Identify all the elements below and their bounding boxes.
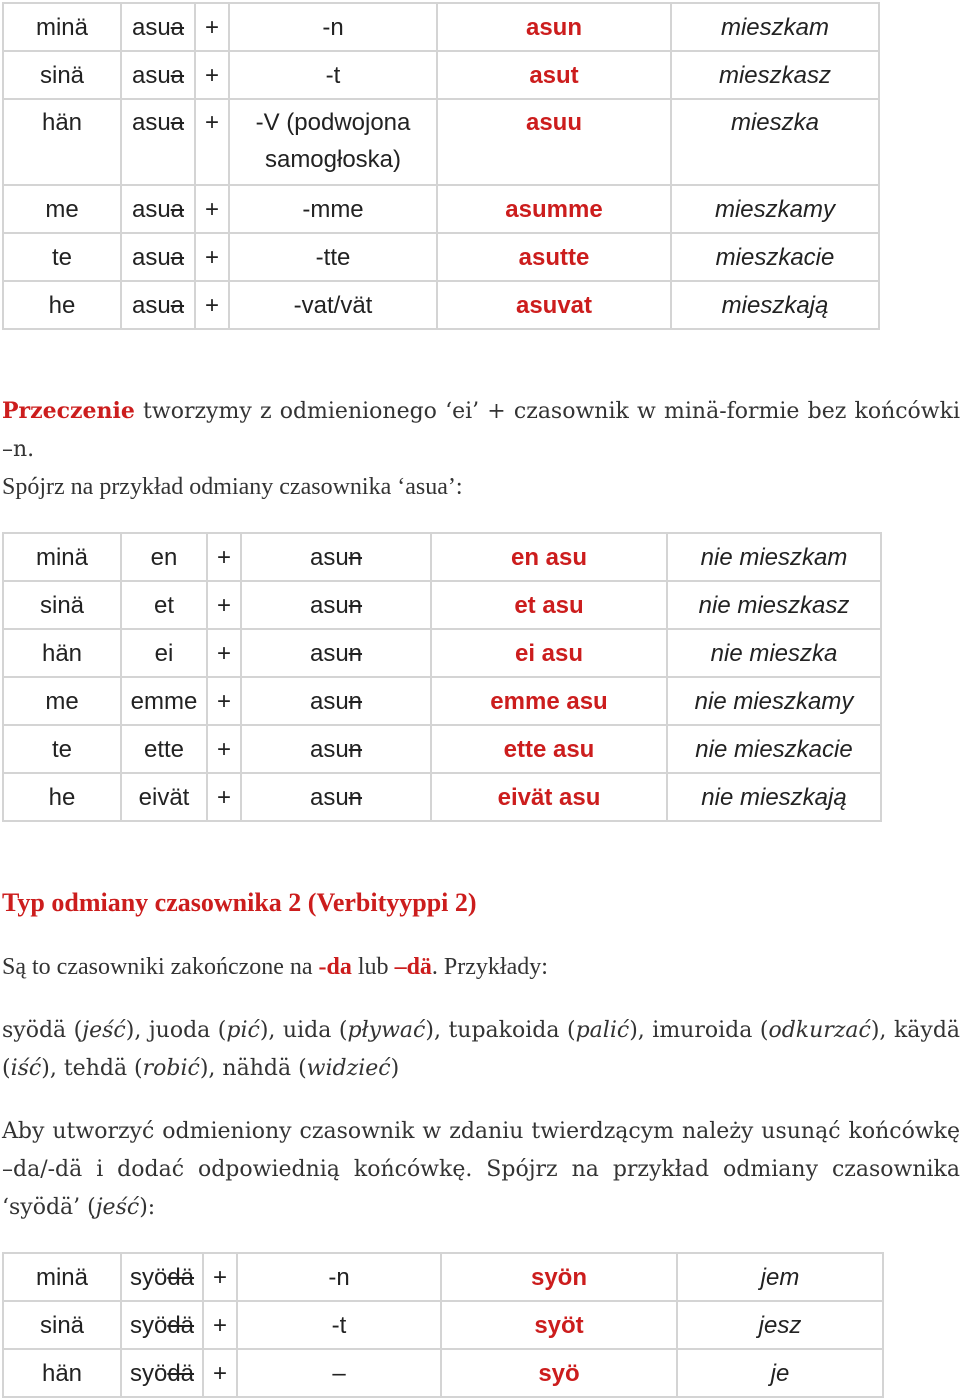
polish-verb: widzieć [306, 1056, 391, 1081]
stem-cell [121, 1301, 203, 1349]
table-row [3, 581, 881, 629]
polish-verb: odkurzać [768, 1018, 871, 1043]
result-cell: syö [441, 1349, 677, 1397]
examples-paragraph [2, 1012, 960, 1088]
translation-cell: nie mieszkają [667, 773, 881, 821]
translation-cell: mieszkasz [671, 51, 879, 99]
result-cell: ette asu [431, 725, 667, 773]
translation-cell: je [677, 1349, 883, 1397]
struck-letter: n [348, 543, 363, 571]
pronoun-cell: sinä [3, 1301, 121, 1349]
table-row [3, 677, 881, 725]
intro-text: lub [351, 954, 395, 980]
table-row [3, 533, 881, 581]
verb-cell: asun [241, 773, 431, 821]
plus-cell: + [195, 233, 229, 281]
finnish-verb: syödä [2, 1018, 67, 1043]
struck-letter: n [348, 639, 363, 667]
table-row [3, 51, 879, 99]
translation-cell: mieszkają [671, 281, 879, 329]
example-item: käydä (iść), [2, 1018, 960, 1081]
struck-letter: a [170, 61, 185, 89]
stem-cell: asua [121, 3, 195, 51]
plus-cell: + [203, 1253, 237, 1301]
pronoun-cell: hän [3, 629, 121, 677]
example-item: uida (pływać), [282, 1018, 441, 1043]
negation-table-asua [2, 532, 882, 822]
stem-kept: syö [129, 1311, 168, 1339]
negation-verb-cell: eivät [121, 773, 207, 821]
verb-cell: asun [241, 725, 431, 773]
polish-verb: pić [226, 1018, 260, 1043]
stem-struck: dä [167, 1359, 195, 1387]
finnish-verb: tehdä [63, 1056, 128, 1081]
plus-cell: + [207, 773, 241, 821]
table-row [3, 725, 881, 773]
negation-verb-cell: ei [121, 629, 207, 677]
polish-verb: robić [142, 1056, 200, 1081]
polish-verb: jeść [82, 1018, 126, 1043]
polish-verb: palić [575, 1018, 630, 1043]
verb-cell: asun [241, 581, 431, 629]
verb-cell: asun [241, 677, 431, 725]
translation-cell: mieszka [671, 99, 879, 185]
ending-cell: -mme [229, 185, 437, 233]
table-row [3, 1349, 883, 1397]
translation-cell: nie mieszka [667, 629, 881, 677]
ending-da: -da [318, 954, 352, 980]
example-item: tehdä (robić), [63, 1056, 216, 1081]
stem-cell: asua [121, 51, 195, 99]
pronoun-cell: he [3, 281, 121, 329]
polish-verb: pływać [347, 1018, 426, 1043]
stem-cell: asua [121, 185, 195, 233]
stem-cell: asua [121, 281, 195, 329]
finnish-verb: uida [282, 1018, 332, 1043]
pronoun-cell: hän [3, 99, 121, 185]
result-cell: en asu [431, 533, 667, 581]
intro-text: Są to czasowniki zakończone na [2, 954, 319, 980]
ending-line: samogłoska) [264, 146, 402, 173]
pronoun-cell: me [3, 185, 121, 233]
stem-cell: asua [121, 99, 195, 185]
finnish-verb: imuroida [652, 1018, 753, 1043]
result-cell: asun [437, 3, 671, 51]
stem-cell [121, 1253, 203, 1301]
plus-cell: + [203, 1349, 237, 1397]
stem-cell: asua [121, 233, 195, 281]
example-item: tupakoida (palić), [448, 1018, 645, 1043]
ending-cell: -t [229, 51, 437, 99]
translation-cell: nie mieszkamy [667, 677, 881, 725]
table-row [3, 1301, 883, 1349]
negation-verb-cell: en [121, 533, 207, 581]
ending-cell: -n [229, 3, 437, 51]
polish-verb: iść [10, 1056, 42, 1081]
negation-verb-cell: emme [121, 677, 207, 725]
struck-letter: n [348, 735, 363, 763]
translation-cell: mieszkacie [671, 233, 879, 281]
table-row [3, 629, 881, 677]
ending-dae: –dä [394, 954, 432, 980]
result-cell: emme asu [431, 677, 667, 725]
table-row [3, 281, 879, 329]
pronoun-cell: minä [3, 533, 121, 581]
plus-cell: + [207, 629, 241, 677]
table-row [3, 99, 879, 185]
ending-cell: -tte [229, 233, 437, 281]
table-row [3, 3, 879, 51]
intro-text: . Przykłady: [431, 954, 548, 980]
stem-struck: dä [167, 1263, 195, 1291]
plus-cell: + [195, 281, 229, 329]
result-cell: ei asu [431, 629, 667, 677]
conjugation-table-asua [2, 2, 880, 330]
example-item: nähdä (widzieć) [222, 1056, 400, 1081]
ending-line: -V (podwojona [255, 109, 411, 136]
example-intro: Spójrz na przykład odmiany czasownika ‘asua’: [2, 474, 463, 500]
example-item: imuroida (odkurzać), [652, 1018, 887, 1043]
pronoun-cell: me [3, 677, 121, 725]
table-row [3, 1253, 883, 1301]
finnish-verb: juoda [148, 1018, 211, 1043]
negation-verb-cell: et [121, 581, 207, 629]
pronoun-cell: sinä [3, 581, 121, 629]
translation-cell: mieszkamy [671, 185, 879, 233]
negation-paragraph [2, 392, 960, 469]
translation-cell: nie mieszkasz [667, 581, 881, 629]
ending-cell: -n [237, 1253, 441, 1301]
result-cell: eivät asu [431, 773, 667, 821]
result-cell: syön [441, 1253, 677, 1301]
struck-letter: a [170, 195, 185, 223]
finnish-verb: käydä [893, 1018, 960, 1043]
ending-cell: – [237, 1349, 441, 1397]
translation-cell: jem [677, 1253, 883, 1301]
plus-cell: + [195, 185, 229, 233]
plus-cell: + [195, 51, 229, 99]
result-cell: asumme [437, 185, 671, 233]
pronoun-cell: he [3, 773, 121, 821]
section-intro [2, 948, 960, 986]
plus-cell: + [207, 725, 241, 773]
pronoun-cell: sinä [3, 51, 121, 99]
instruction-paragraph [2, 1113, 960, 1227]
plus-cell: + [207, 581, 241, 629]
plus-cell: + [207, 677, 241, 725]
table-row [3, 185, 879, 233]
ending-cell: -vat/vät [229, 281, 437, 329]
pronoun-cell: minä [3, 1253, 121, 1301]
stem-kept: syö [129, 1263, 168, 1291]
result-cell: syöt [441, 1301, 677, 1349]
struck-letter: n [348, 687, 363, 715]
stem-struck: dä [167, 1311, 195, 1339]
verb-cell: asun [241, 533, 431, 581]
struck-letter: n [348, 783, 363, 811]
negation-text: tworzymy z odmienionego ‘ei’ + czasownik w minä-formie bez końcówki –n. [2, 399, 960, 462]
plus-cell: + [203, 1301, 237, 1349]
plus-cell: + [195, 99, 229, 185]
instruction-text: ): [139, 1195, 156, 1220]
result-cell: asut [437, 51, 671, 99]
stem-kept: syö [129, 1359, 168, 1387]
negation-term: Przeczenie [2, 398, 135, 424]
struck-letter: a [170, 13, 185, 41]
finnish-verb: tupakoida [448, 1018, 560, 1043]
example-item: juoda (pić), [148, 1018, 276, 1043]
result-cell: asuvat [437, 281, 671, 329]
conjugation-table-syoda [2, 1252, 884, 1398]
negation-verb-cell: ette [121, 725, 207, 773]
polish-verb: jeść [95, 1195, 140, 1220]
translation-cell: mieszkam [671, 3, 879, 51]
pronoun-cell: te [3, 233, 121, 281]
result-cell: asutte [437, 233, 671, 281]
example-item: syödä (jeść), [2, 1018, 142, 1043]
pronoun-cell: minä [3, 3, 121, 51]
result-cell: asuu [437, 99, 671, 185]
plus-cell: + [195, 3, 229, 51]
table-row [3, 233, 879, 281]
pronoun-cell: te [3, 725, 121, 773]
finnish-verb: nähdä [222, 1056, 292, 1081]
result-cell: et asu [431, 581, 667, 629]
plus-cell: + [207, 533, 241, 581]
translation-cell: nie mieszkam [667, 533, 881, 581]
ending-cell [229, 99, 437, 185]
pronoun-cell: hän [3, 1349, 121, 1397]
stem-cell [121, 1349, 203, 1397]
struck-letter: a [170, 243, 185, 271]
translation-cell: jesz [677, 1301, 883, 1349]
translation-cell: nie mieszkacie [667, 725, 881, 773]
struck-letter: n [348, 591, 363, 619]
struck-letter: a [170, 291, 185, 319]
instruction-text: Aby utworzyć odmieniony czasownik w zdaniu twierdzącym należy usunąć końcówkę –da/-dä i dodać odpowiednią końcówkę. Spójrz na przykład odmiany czasownika ‘syödä’ ( [2, 1119, 960, 1220]
verb-cell: asun [241, 629, 431, 677]
section-heading: Typ odmiany czasownika 2 (Verbityyppi 2) [2, 888, 477, 917]
ending-cell: -t [237, 1301, 441, 1349]
struck-letter: a [170, 109, 185, 136]
table-row [3, 773, 881, 821]
